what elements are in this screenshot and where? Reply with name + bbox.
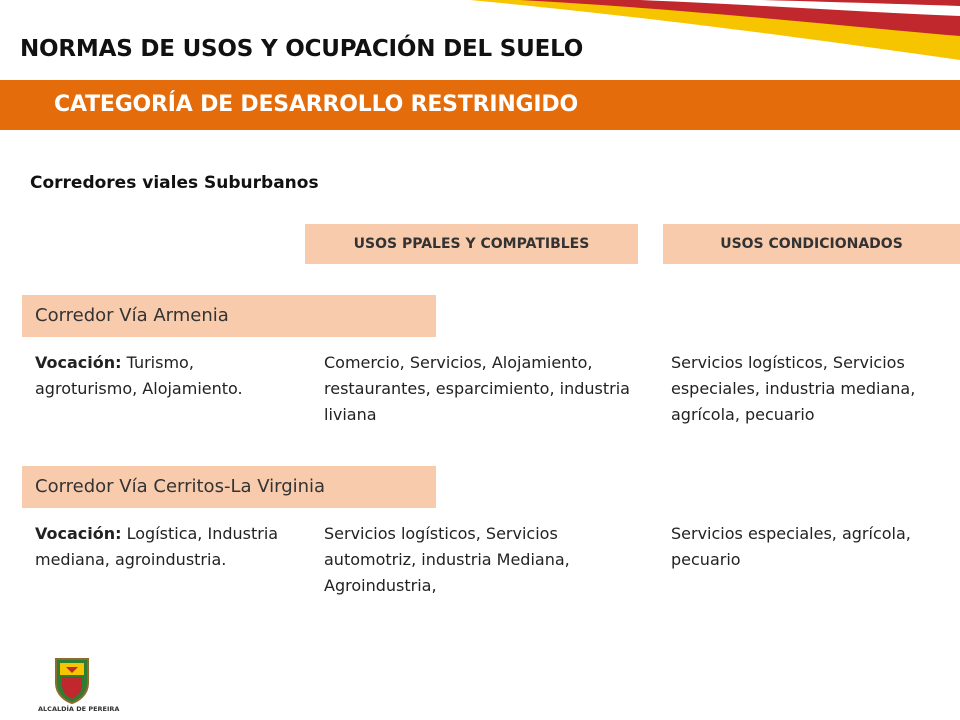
ppal-uses-cerritos: Servicios logísticos, Servicios automotriz, industria Mediana, Agroindustria, xyxy=(324,524,570,595)
slide-subtitle: CATEGORÍA DE DESARROLLO RESTRINGIDO xyxy=(54,92,578,117)
vocation-cerritos xyxy=(35,521,300,573)
column-header-ppal: USOS PPALES Y COMPATIBLES xyxy=(305,224,638,264)
subtitle-banner xyxy=(0,80,960,130)
cond-uses-armenia: Servicios logísticos, Servicios especiales, industria mediana, agrícola, pecuario xyxy=(671,353,916,424)
coat-of-arms-icon xyxy=(38,655,106,705)
corridor-label-armenia: Corredor Vía Armenia xyxy=(22,295,436,337)
vocation-text: Turismo, agroturismo, Alojamiento. xyxy=(35,353,243,398)
vocation-label: Vocación: xyxy=(35,353,122,372)
ppal-uses-armenia: Comercio, Servicios, Alojamiento, restaurantes, esparcimiento, industria liviana xyxy=(324,353,630,424)
cond-uses-cerritos: Servicios especiales, agrícola, pecuario xyxy=(671,524,911,569)
vocation-text: Logística, Industria mediana, agroindustria. xyxy=(35,524,279,569)
vocation-label: Vocación: xyxy=(35,524,122,543)
vocation-armenia xyxy=(35,350,300,402)
slide-title: NORMAS DE USOS Y OCUPACIÓN DEL SUELO xyxy=(20,36,584,62)
column-header-cond: USOS CONDICIONADOS xyxy=(663,224,960,264)
corridor-label-cerritos: Corredor Vía Cerritos-La Virginia xyxy=(22,466,436,508)
alcaldia-logo xyxy=(38,655,120,717)
logo-caption: ALCALDÍA DE PEREIRA xyxy=(38,705,120,713)
section-heading: Corredores viales Suburbanos xyxy=(30,173,319,193)
